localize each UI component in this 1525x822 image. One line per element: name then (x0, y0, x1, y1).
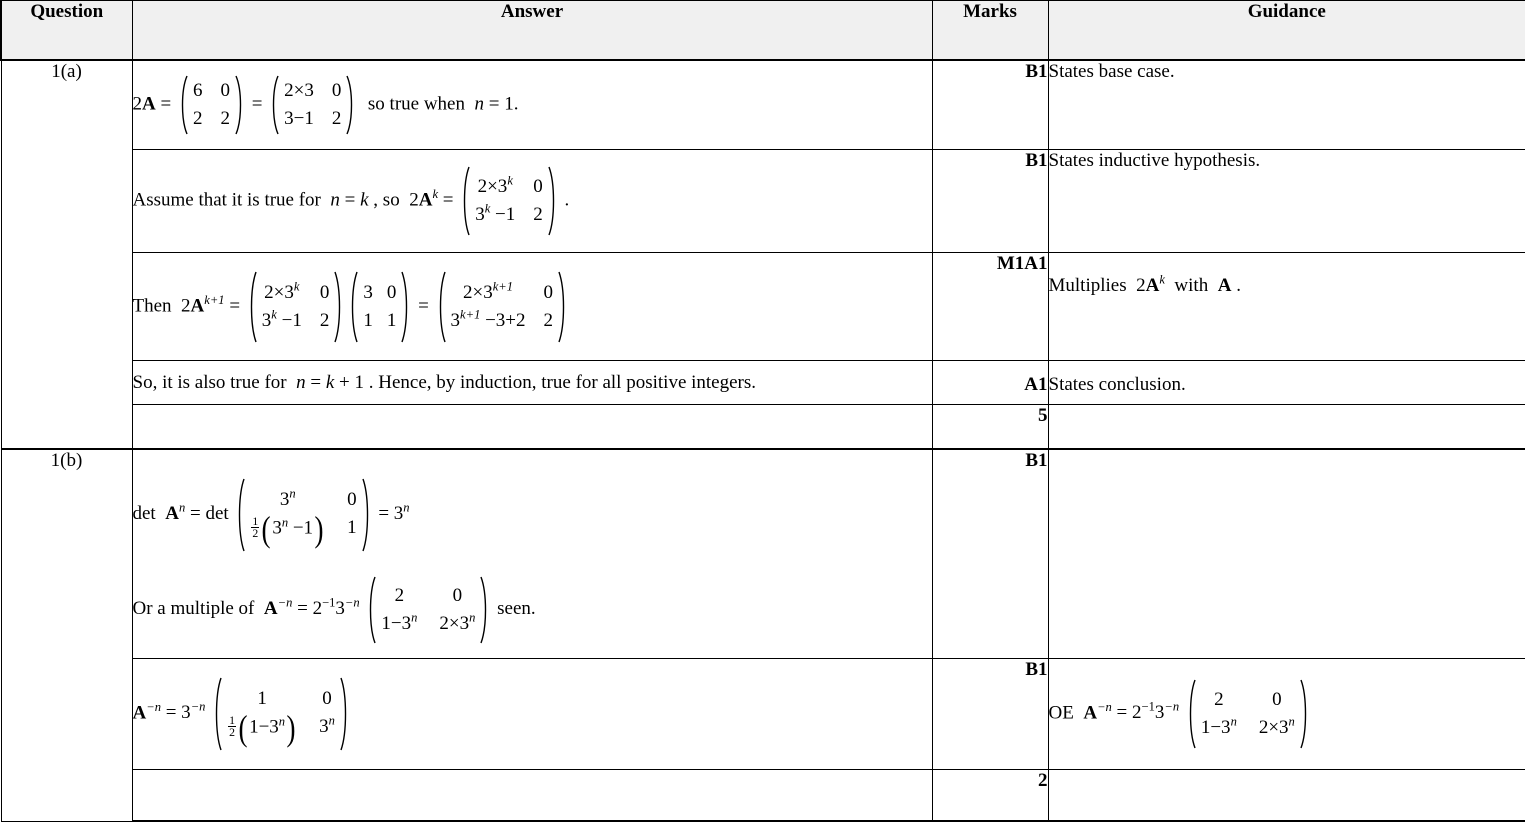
total-marks-1b: 2 (932, 770, 1048, 822)
matrix-close-paren (557, 271, 568, 343)
answer-text-det: det (132, 503, 156, 525)
matrix-open-paren (460, 166, 471, 236)
matrix-close-paren (1299, 679, 1310, 749)
answer-cell-1a-4: So, it is also true for n = k + 1 . Hence, by induction, true for all positive integers. (132, 361, 932, 405)
matrix-open-paren (178, 75, 189, 135)
table-row-total (1, 405, 1525, 450)
matrix-open-paren (366, 576, 377, 644)
answer-line-det: $\det A^n = \det$ 3$^n$ 0 $\frac{1}{2}$ $(3^n -1)$ 1 = $3^n$ (133, 478, 932, 552)
marks-cell-1a-2: B1 (932, 150, 1048, 253)
guidance-text-with: with (1174, 275, 1209, 296)
matrix-open-paren (348, 271, 359, 343)
guidance-cell-1a-1: States base case. (1048, 60, 1525, 150)
marks-cell-1a-1: B1 (932, 60, 1048, 150)
total-marks-1a: 5 (932, 405, 1048, 450)
matrix-close-paren (345, 75, 356, 135)
matrix-close-paren (234, 75, 245, 135)
matrix-open-paren (436, 271, 447, 343)
guidance-cell-1b-total-empty (1048, 770, 1525, 822)
guidance-cell-1b-1 (1048, 449, 1525, 659)
answer-text-so-also-true: So, it is also true for (132, 371, 287, 393)
table-body (1, 60, 1525, 821)
column-header-marks: Marks (932, 1, 1048, 61)
question-label-1a: 1(a) (1, 60, 132, 449)
column-header-question: Question (1, 1, 132, 61)
answer-text-hence: . Hence, by induction, true for all positive integers. (368, 371, 757, 393)
matrix-open-paren (1186, 679, 1197, 749)
answer-cell-1b-1 (132, 449, 932, 659)
answer-text-assume: Assume that it is true for (132, 189, 321, 211)
answer-text-so-true-when: so true when (367, 93, 465, 115)
matrix-open-paren (235, 478, 246, 552)
table-row (1, 150, 1525, 253)
matrix-open-paren (247, 271, 258, 343)
question-label-1b: 1(b) (1, 449, 132, 821)
table-row (1, 60, 1525, 150)
marks-cell-1a-3: M1A1 (932, 253, 1048, 361)
answer-line-or-multiple: Or a multiple of $A^{-n} = 2^{-1}3^{-n}$ 2 0 $1-3^n$ $2\times 3^n$ seen. (133, 576, 932, 644)
answer-cell-1a-1: 2A = 6 0 2 2 = 2×3 0 3−1 2 so true when n = 1. (132, 60, 932, 150)
marks-cell-1a-4: A1 (932, 361, 1048, 405)
matrix-open-paren (212, 677, 223, 751)
table-row-total (1, 770, 1525, 822)
matrix-close-paren (400, 271, 411, 343)
answer-cell-1a-2: Assume that it is true for n = k , so $2A^k$ = $2\times 3^k$ 0 $3^k -1$ 2 . (132, 150, 932, 253)
guidance-cell-1b-2: OE $A^{-n} = 2^{-1}3^{-n}$ 2 0 $1-3^n$ $2\times 3^n$ (1048, 659, 1525, 770)
table-row (1, 253, 1525, 361)
table-row (1, 361, 1525, 405)
guidance-text-oe: OE (1048, 702, 1074, 724)
answer-cell-1a-total-empty (132, 405, 932, 450)
guidance-cell-1a-4: States conclusion. (1048, 361, 1525, 405)
answer-text-then: Then (132, 294, 172, 316)
column-header-answer: Answer (132, 1, 932, 61)
table-header (1, 1, 1525, 61)
guidance-cell-1a-2: States inductive hypothesis. (1048, 150, 1525, 253)
matrix-close-paren (339, 677, 350, 751)
marks-cell-1b-1: B1 (932, 449, 1048, 659)
table-row (1, 449, 1525, 659)
answer-cell-1a-3: Then $2A^{k+1}$ = $2\times 3^k$ 0 $3^k -1$ 2 3 0 1 1 = $2\times 3^{k+1}$ 0 $3^{k+1} -3+2$ 2 (132, 253, 932, 361)
guidance-cell-1a-3: Multiplies $2A^k$ with A . (1048, 253, 1525, 361)
answer-text-so: so (382, 189, 400, 211)
guidance-text-multiplies: Multiplies (1048, 275, 1127, 296)
matrix-open-paren (269, 75, 280, 135)
matrix-close-paren (547, 166, 558, 236)
table-row (1, 659, 1525, 770)
answer-text-seen: seen. (497, 598, 536, 620)
answer-cell-1b-total-empty (132, 770, 932, 822)
matrix-close-paren (361, 478, 372, 552)
marks-cell-1b-2: B1 (932, 659, 1048, 770)
guidance-cell-1a-total-empty (1048, 405, 1525, 450)
matrix-close-paren (333, 271, 344, 343)
header-row (1, 1, 1525, 61)
column-header-guidance: Guidance (1048, 1, 1525, 61)
answer-text-or-multiple: Or a multiple of (132, 598, 255, 620)
matrix-close-paren (479, 576, 490, 644)
answer-cell-1b-2: $A^{-n} = 3^{-n}$ 1 0 $\frac{1}{2}$ $(1-3^n)$ 3$^n$ (132, 659, 932, 770)
